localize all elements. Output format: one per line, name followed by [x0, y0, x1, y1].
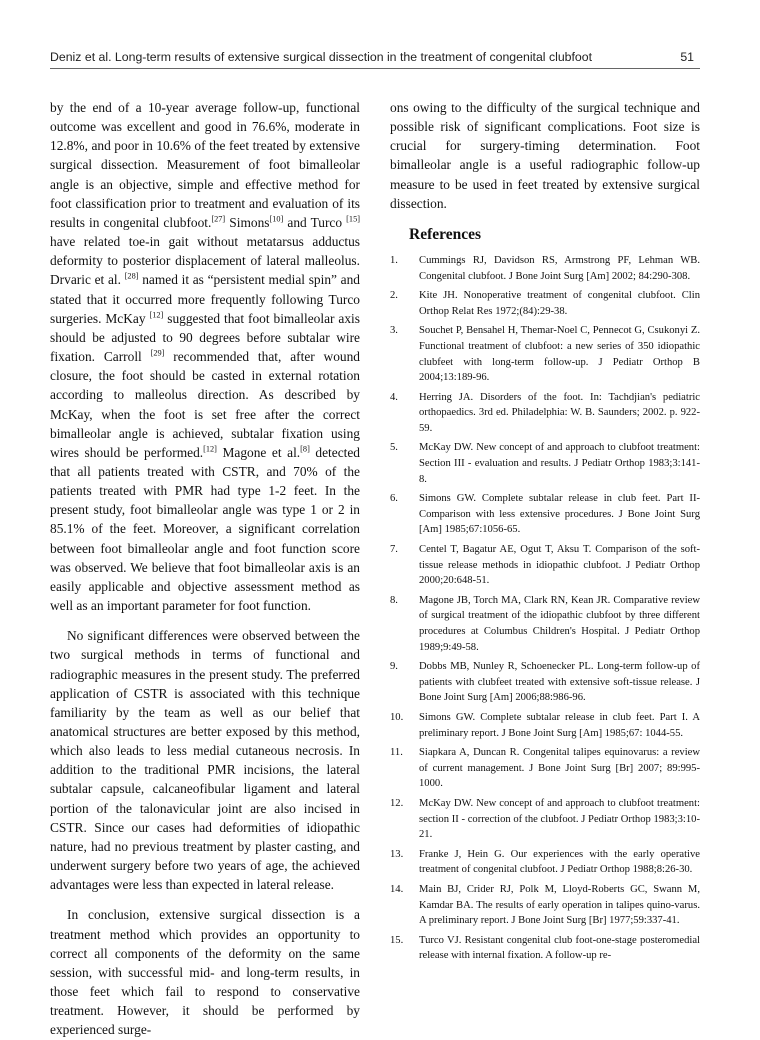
- reference-text: Cummings RJ, Davidson RS, Armstrong PF, Lehman WB. Congenital clubfoot. J Bone Joint Surg [Am] 2002; 84:290-308.: [419, 254, 700, 282]
- reference-item: [390, 796, 700, 843]
- reference-text: Franke J, Hein G. Our experiences with the early operative treatment of congenital clubfoot. J Pediatr Orthop 1988;8:26-30.: [419, 848, 700, 876]
- reference-item: [390, 710, 700, 741]
- reference-item: [390, 659, 700, 706]
- reference-text: Kite JH. Nonoperative treatment of congenital clubfoot. Clin Orthop Relat Res 1972;(84):29-38.: [419, 290, 700, 317]
- reference-text: Main BJ, Crider RJ, Polk M, Lloyd-Roberts GC, Swann M, Kamdar BA. The results of early operation in talipes quino-varus. A preliminary report. J Bone Joint Surg [Br] 1977;59:337-41.: [419, 883, 700, 927]
- reference-item: [390, 390, 700, 437]
- reference-item: [390, 882, 700, 929]
- citation-marker: [8]: [300, 444, 310, 454]
- reference-item: [390, 542, 700, 589]
- reference-text: Turco VJ. Resistant congenital club foot-one-stage posteromedial release with internal fixation. A follow-up re-: [419, 934, 700, 962]
- reference-number: 13.: [390, 848, 404, 860]
- citation-marker: [12]: [203, 444, 217, 454]
- reference-number: 2.: [390, 290, 398, 302]
- reference-item: [390, 745, 700, 792]
- citation-marker: [12]: [149, 310, 164, 320]
- reference-item: [390, 933, 700, 964]
- citation-marker: [15]: [346, 214, 360, 224]
- reference-item: [390, 491, 700, 538]
- body-paragraph: [50, 98, 360, 615]
- reference-text: Dobbs MB, Nunley R, Schoenecker PL. Long-term follow-up of patients with clubfeet treated with extensive soft-tissue release. J Bone Joint Surg [Am] 2006;88:986-96.: [419, 661, 700, 704]
- reference-text: Simons GW. Complete subtalar release in club feet. Part II- Comparison with less extensive procedures. J Bone Joint Surg [Am] 1985;67:1056-65.: [419, 493, 700, 536]
- reference-number: 6.: [390, 493, 398, 505]
- citation-marker: [27]: [211, 214, 226, 224]
- reference-item: [390, 593, 700, 655]
- page-number: 51: [680, 50, 694, 64]
- reference-text: Souchet P, Bensahel H, Themar-Noel C, Pennecot G, Csukonyi Z. Functional treatment of clubfoot: a new series of 350 idiopathic clubfeet with long-term follow-up. J Pediatr Orthop B 2004;13:189-96.: [419, 325, 700, 384]
- reference-number: 15.: [390, 934, 404, 946]
- reference-number: 12.: [390, 797, 404, 809]
- text-run: recommended that, after wound closure, the foot should be casted in external rotation according to malleolus direction. As described by McKay, when the foot is set free after the correct bimalleolar angle is achieved, subtalar fixation using wires should be performed.: [50, 349, 360, 460]
- citation-marker: [28]: [124, 271, 139, 281]
- text-run: Magone et al.: [216, 444, 301, 460]
- reference-text: McKay DW. New concept of and approach to clubfoot treatment: Section III - evaluation and results. J Pediatr Orthop 1983;3:141-8.: [419, 442, 700, 485]
- running-header: [50, 42, 700, 69]
- reference-item: [390, 323, 700, 385]
- reference-item: [390, 288, 700, 319]
- reference-text: Herring JA. Disorders of the foot. In: Tachdjian's pediatric orthopaedics. 3rd ed. Philadelphia: W. B. Saunders; 2002. p. 922-59.: [419, 391, 700, 434]
- right-column: [390, 98, 700, 968]
- reference-number: 5.: [390, 442, 398, 454]
- citation-marker: [10]: [269, 214, 284, 224]
- text-run: have related toe-in gait without metatarsus adductus deformity to posterior displacement of lateral malleolus. Drvaric et al.: [50, 234, 360, 288]
- reference-item: [390, 440, 700, 487]
- reference-text: Centel T, Bagatur AE, Ogut T, Aksu T. Comparison of the soft-tissue release methods in idiopathic clubfoot. J Pediatr Orthop 2000;20:648-51.: [419, 544, 700, 587]
- text-run: suggested that foot bimalleolar axis should be adjusted to 90 degrees before subtalar wire fixation. Carroll: [50, 310, 360, 365]
- body-paragraph: No significant differences were observed between the two surgical methods in terms of functional and radiographic measures in the present study. The preferred application of CSTR is associated with this technique familiarity by the team as well as our belief that anatomical structures are better exposed by this method, which also leads to less medial cutaneous necrosis. In addition to the traditional PMR incisions, the lateral subtalar capsule, calcaneofibular ligament and lateral portion of the talonavicular joint are also incised in CSTR. Since our cases had deformities of idiopathic nature, had no previous treatment by plaster casting, and underwent surgery before two years of age, the achieved advantages were less than expected in lateral release.: [50, 628, 360, 893]
- reference-text: McKay DW. New concept of and approach to clubfoot treatment: section II - correction of the clubfoot. J Pediatr Orthop 1983;3:10-21.: [419, 797, 700, 841]
- conclusion-paragraph: In conclusion, extensive surgical dissection is a treatment method which provides an opportunity to correct all components of the deformity on the same session, with successful mid- and long-term results, in those feet which fail to respond to conservative treatment. However, it should be performed by experienced surge-: [50, 907, 360, 1038]
- left-column: [50, 98, 360, 1040]
- reference-text: Simons GW. Complete subtalar release in club feet. Part I. A preliminary report. J Bone Joint Surg [Am] 1985;67: 1044-55.: [419, 711, 700, 739]
- citation-marker: [29]: [150, 348, 165, 358]
- reference-number: 9.: [390, 661, 398, 673]
- reference-number: 10.: [390, 711, 404, 723]
- reference-number: 4.: [390, 391, 398, 403]
- reference-item: [390, 847, 700, 878]
- reference-number: 14.: [390, 883, 404, 895]
- body-paragraph-continuation: ons owing to the difficulty of the surgical technique and possible risk of significant complications. Foot size is crucial for surgery-timing determination. Foot bimalleolar angle is a useful radiographic follow-up measure to be used in feet treated by extensive surgical dissection.: [390, 100, 700, 211]
- text-run: by the end of a 10-year average follow-up, functional outcome was excellent and good in 76.6%, moderate in 12.8%, and poor in 10.6% of the feet treated by extensive surgical dissection. Measurement of foot bimalleolar angle is an objective, simple and effective method for foot classification prior to treatment and evaluation of its results in congenital clubfoot.: [50, 100, 360, 230]
- reference-list: [390, 253, 700, 964]
- text-run: detected that all patients treated with CSTR, and 70% of the patients treated with PMR had type 1-2 feet. In the present study, foot bimalleolar angle was type 1 or 2 in 85.1% of the feet. Moreover, a significant correlation between foot bimalleolar angle and foot function score was observed. We believe that foot bimalleolar axis is an easily applicable and objective assessment method as well as an important parameter for foot function.: [50, 444, 360, 614]
- reference-number: 7.: [390, 544, 398, 556]
- reference-text: Magone JB, Torch MA, Clark RN, Kean JR. Comparative review of surgical treatment of the idiopathic clubfoot by three different procedures at Columbus Children's Hospital. J Pediatr Orthop 1989;9:49-58.: [419, 594, 700, 653]
- text-run: Simons: [225, 214, 270, 230]
- text-run: named it as “persistent medial spin” and stated that it occurred more frequently following Turco surgeries. McKay: [50, 272, 360, 326]
- reference-text: Siapkara A, Duncan R. Congenital talipes equinovarus: a review of current management. J Bone Joint Surg [Br] 2007; 89:995-1000.: [419, 747, 700, 790]
- reference-item: [390, 253, 700, 284]
- reference-number: 8.: [390, 594, 398, 606]
- running-title: Deniz et al. Long-term results of extensive surgical dissection in the treatment of congenital clubfoot: [50, 50, 593, 64]
- reference-number: 11.: [390, 747, 403, 759]
- reference-number: 1.: [390, 254, 398, 266]
- references-heading: References: [409, 225, 482, 243]
- reference-number: 3.: [390, 325, 398, 337]
- text-run: and Turco: [283, 214, 347, 230]
